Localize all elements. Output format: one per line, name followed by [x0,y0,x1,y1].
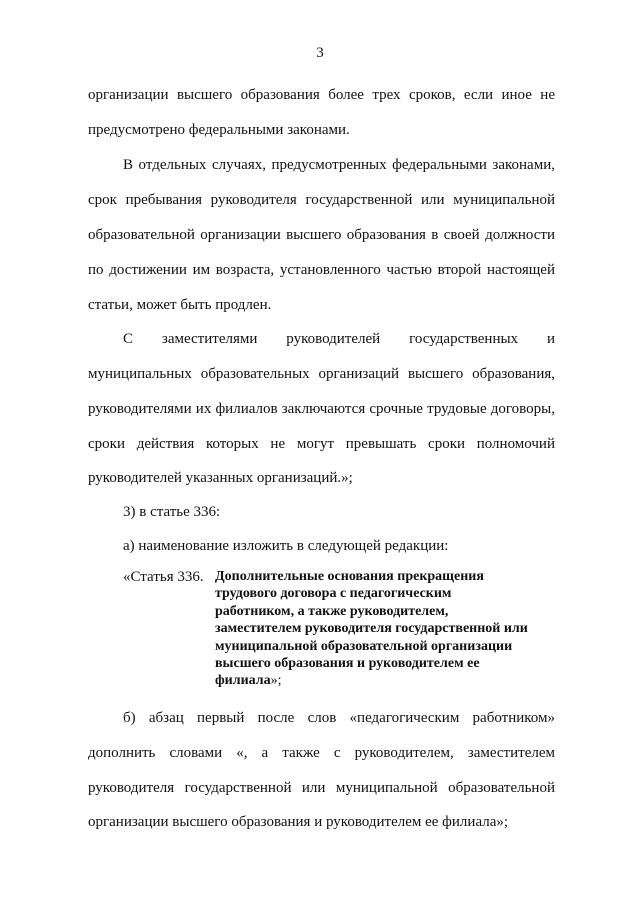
heading-title-line: трудового договора с педагогическим [215,586,452,602]
heading-title-line: высшего образования и руководителем ее [215,656,480,672]
text-line: организации высшего образования более трех сроков, если иное не [88,87,555,103]
text-line: по достижении им возраста, установленного частью второй настоящей [88,262,555,278]
text-line: руководителями их филиалов заключаются срочные трудовые договоры, [88,401,555,417]
heading-title-line: Дополнительные основания прекращения [215,569,484,584]
page-number: 3 [316,45,324,61]
heading-title-line: работником, а также руководителем, [215,603,449,619]
text-line: С заместителями руководителей государственных и [123,331,555,347]
text-line: б) абзац первый после слов «педагогическим работником» [123,710,555,726]
text-line: срок пребывания руководителя государственной или муниципальной [88,192,555,208]
text-line: муниципальных образовательных организаций высшего образования, [88,366,555,382]
text-line: организации высшего образования и руководителем ее филиала»; [88,814,509,830]
text-line: сроки действия которых не могут превышать сроки полномочий [88,436,555,452]
text-line: а) наименование изложить в следующей редакции: [123,538,449,554]
article-heading-prefix: «Статья 336. [123,569,204,585]
text-line: образовательной организации высшего образования в своей должности [88,227,555,243]
text-line: руководителя государственной или муниципальной образовательной [88,780,555,796]
text-line: В отдельных случаях, предусмотренных федеральными законами, [123,157,555,173]
heading-title-line: заместителем руководителя государственной или [215,621,528,637]
heading-suffix: »; [270,673,282,689]
article-heading-title [215,568,575,690]
heading-title-last-line [215,672,575,689]
heading-title-line: филиала [215,673,271,689]
heading-title-line: муниципальной образовательной организации [215,638,513,654]
text-line: 3) в статье 336: [123,504,221,520]
text-line: руководителей указанных организаций.»; [88,470,353,486]
text-line: дополнить словами «, а также с руководителем, заместителем [88,745,555,761]
text-line: предусмотрено федеральными законами. [88,122,350,138]
text-line: статьи, может быть продлен. [88,297,272,313]
